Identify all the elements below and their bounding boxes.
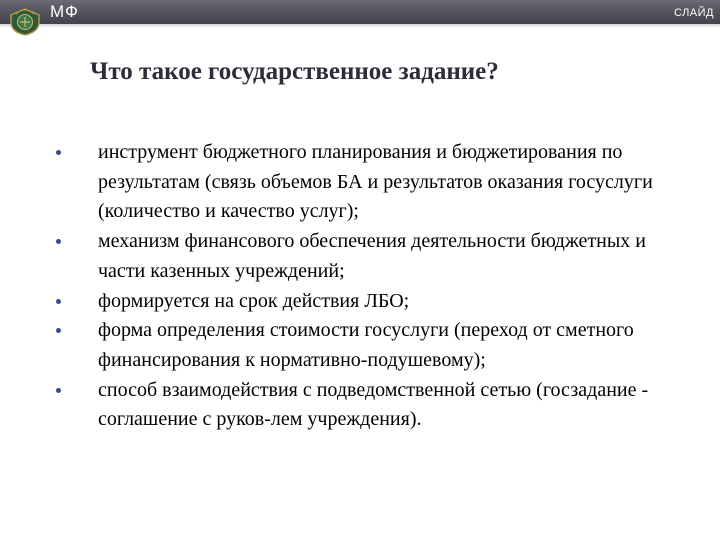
bullet-item <box>56 376 686 435</box>
bullet-dot-icon <box>56 328 61 333</box>
slide-label: СЛАЙД <box>674 7 714 19</box>
bullet-text: форма определения стоимости госуслуги (переход от сметного финансирования к нормативно-подушевому); <box>98 319 634 371</box>
header-shadow <box>0 24 720 28</box>
header-bar <box>0 0 720 24</box>
bullet-item <box>56 138 686 227</box>
bullet-text: инструмент бюджетного планирования и бюджетирования по результатам (связь объемов БА и результатов оказания госуслуги (количество и качество услуг); <box>98 141 653 223</box>
bullet-dot-icon <box>56 299 61 304</box>
emblem-icon <box>8 6 42 36</box>
brand-label: МФ <box>50 2 79 21</box>
bullet-text: способ взаимодействия с подведомственной сетью (госзадание - соглашение с руков-лем учреждения). <box>98 378 649 431</box>
slide-title: Что такое государственное задание? <box>90 58 499 85</box>
bullet-text: механизм финансового обеспечения деятельности бюджетных и части казенных учреждений; <box>98 230 646 282</box>
bullet-dot-icon <box>56 388 61 393</box>
bullet-dot-icon <box>56 150 61 155</box>
bullet-dot-icon <box>56 239 61 244</box>
bullet-list <box>56 138 686 435</box>
bullet-item <box>56 316 686 375</box>
bullet-item <box>56 287 686 317</box>
bullet-item <box>56 227 686 286</box>
bullet-text: формируется на срок действия ЛБО; <box>98 289 410 312</box>
